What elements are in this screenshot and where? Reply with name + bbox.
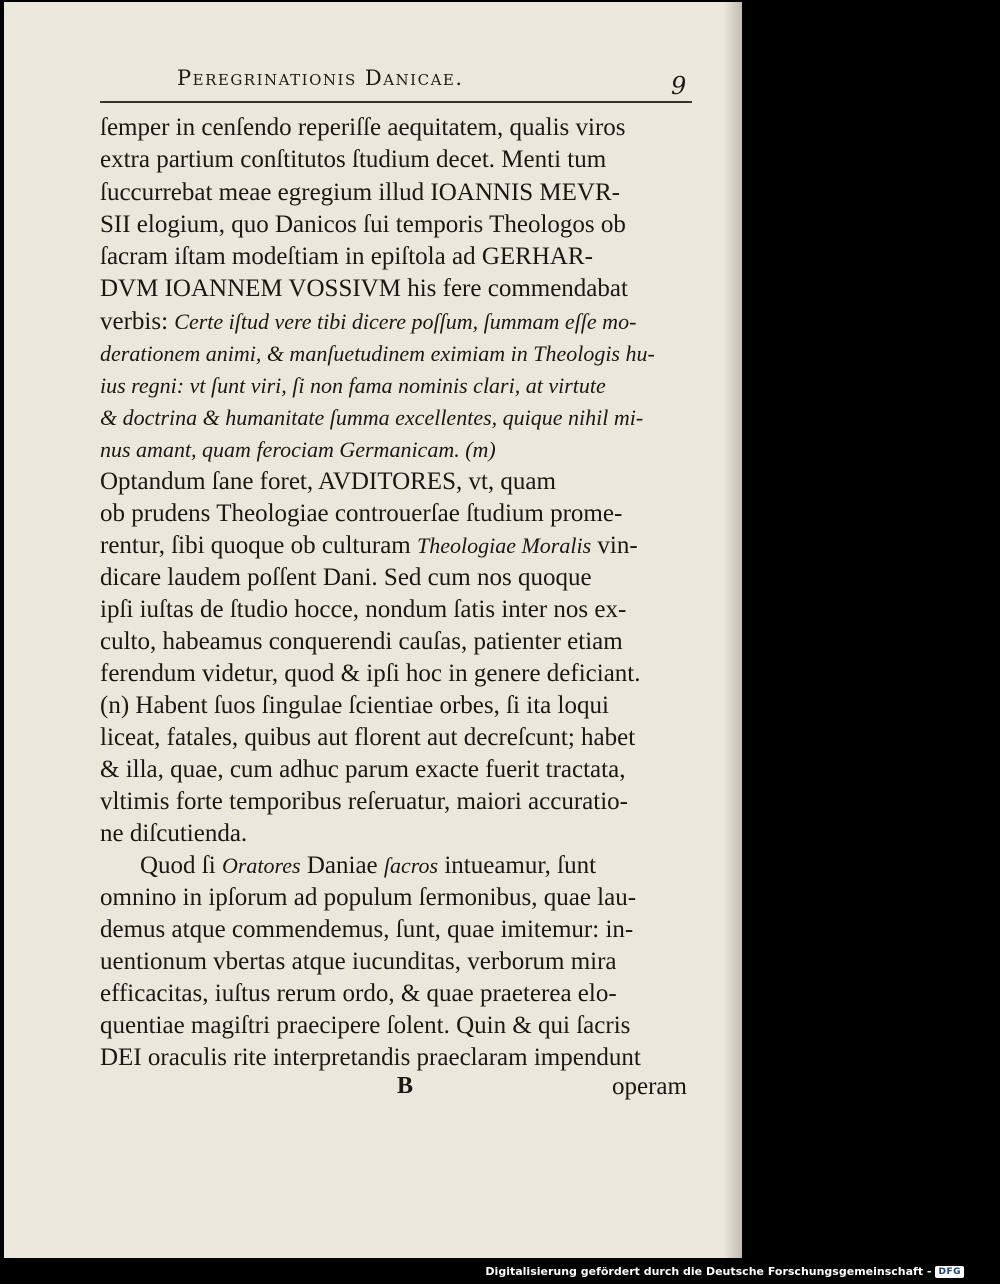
text-line: [100, 531, 638, 561]
text-line: ferendum videtur, quod & ipſi hoc in genere deficiant.: [100, 660, 641, 687]
text-segment: intueamur, ſunt: [444, 852, 597, 879]
text-line: ſacram iſtam modeſtiam in epiſtola ad GERHAR-: [100, 243, 593, 270]
running-head: Peregrinationis Danicae.: [177, 66, 464, 90]
text-line: SII elogium, quo Danicos ſui temporis Theologos ob: [100, 211, 626, 238]
digitization-credit: [485, 1265, 964, 1278]
text-line: ipſi iuſtas de ſtudio hocce, nondum ſatis inter nos ex-: [100, 596, 627, 623]
paragraph-start: [100, 467, 556, 497]
text-line: [100, 307, 636, 337]
text-line: ne diſcutienda.: [100, 820, 248, 847]
text-line: DVM IOANNEM VOSSIVM his fere commendabat: [100, 275, 628, 302]
text-segment: rentur, ſibi quoque ob culturam: [100, 532, 411, 559]
text-line: dicare laudem poſſent Dani. Sed cum nos quoque: [100, 564, 592, 591]
quote-line: ius regni: vt ſunt viri, ſi non fama nominis clari, at virtute: [100, 373, 606, 398]
text-segment: Daniae: [306, 852, 378, 879]
text-line: ob prudens Theologiae controuerſae ſtudium prome-: [100, 500, 623, 527]
text-line: ſuccurrebat meae egregium illud IOANNIS MEVR-: [100, 179, 620, 206]
text-segment: Optandum ſane foret, AVDITORES, vt, quam: [100, 468, 556, 495]
text-line: vltimis forte temporibus reſeruatur, maiori accuratio-: [100, 788, 628, 815]
quote-segment: Certe iſtud vere tibi dicere poſſum, ſummam eſſe mo-: [174, 309, 637, 334]
text-line: & illa, quae, cum adhuc parum exacte fuerit tractata,: [100, 756, 626, 783]
quote-line: & doctrina & humanitate ſumma excellentes, quique nihil mi-: [100, 405, 644, 430]
dfg-logo-icon: DFG: [935, 1266, 964, 1278]
text-line: liceat, fatales, quibus aut florent aut decreſcunt; habet: [100, 724, 636, 751]
text-line: DEI oraculis rite interpretandis praeclaram impendunt: [100, 1044, 641, 1071]
catchword: operam: [612, 1073, 687, 1100]
text-segment: vin-: [597, 532, 638, 559]
text-segment: verbis:: [100, 308, 169, 335]
text-line: omnino in ipſorum ad populum ſermonibus, quae lau-: [100, 884, 637, 911]
italic-phrase: Oratores: [221, 853, 301, 878]
text-line: quentiae magiſtri praecipere ſolent. Quin & qui ſacris: [100, 1012, 631, 1039]
text-line: culto, habeamus conquerendi cauſas, patienter etiam: [100, 628, 623, 655]
quote-line: nus amant, quam ferociam Germanicam. (m): [100, 437, 496, 462]
text-line: demus atque commendemus, ſunt, quae imitemur: in-: [100, 916, 634, 943]
signature-mark: B: [397, 1073, 414, 1099]
italic-phrase: ſacros: [383, 853, 439, 878]
quote-line: derationem animi, & manſuetudinem eximiam in Theologis hu-: [100, 341, 655, 366]
text-line: extra partium conſtitutos ſtudium decet. Menti tum: [100, 146, 607, 173]
text-line: ſemper in cenſendo reperiſſe aequitatem, qualis viros: [100, 114, 626, 141]
paragraph-start: [140, 851, 596, 881]
page-number: 9: [671, 72, 687, 100]
credit-text: Digitalisierung gefördert durch die Deutsche Forschungsgemeinschaft -: [485, 1265, 932, 1278]
text-line: (n) Habent ſuos ſingulae ſcientiae orbes, ſi ita loqui: [100, 692, 609, 719]
italic-phrase: Theologiae Moralis: [416, 533, 592, 558]
text-line: efficacitas, iuſtus rerum ordo, & quae praeterea elo-: [100, 980, 617, 1007]
text-segment: Quod ſi: [140, 852, 216, 879]
text-line: uentionum vbertas atque iucunditas, verborum mira: [100, 948, 617, 975]
